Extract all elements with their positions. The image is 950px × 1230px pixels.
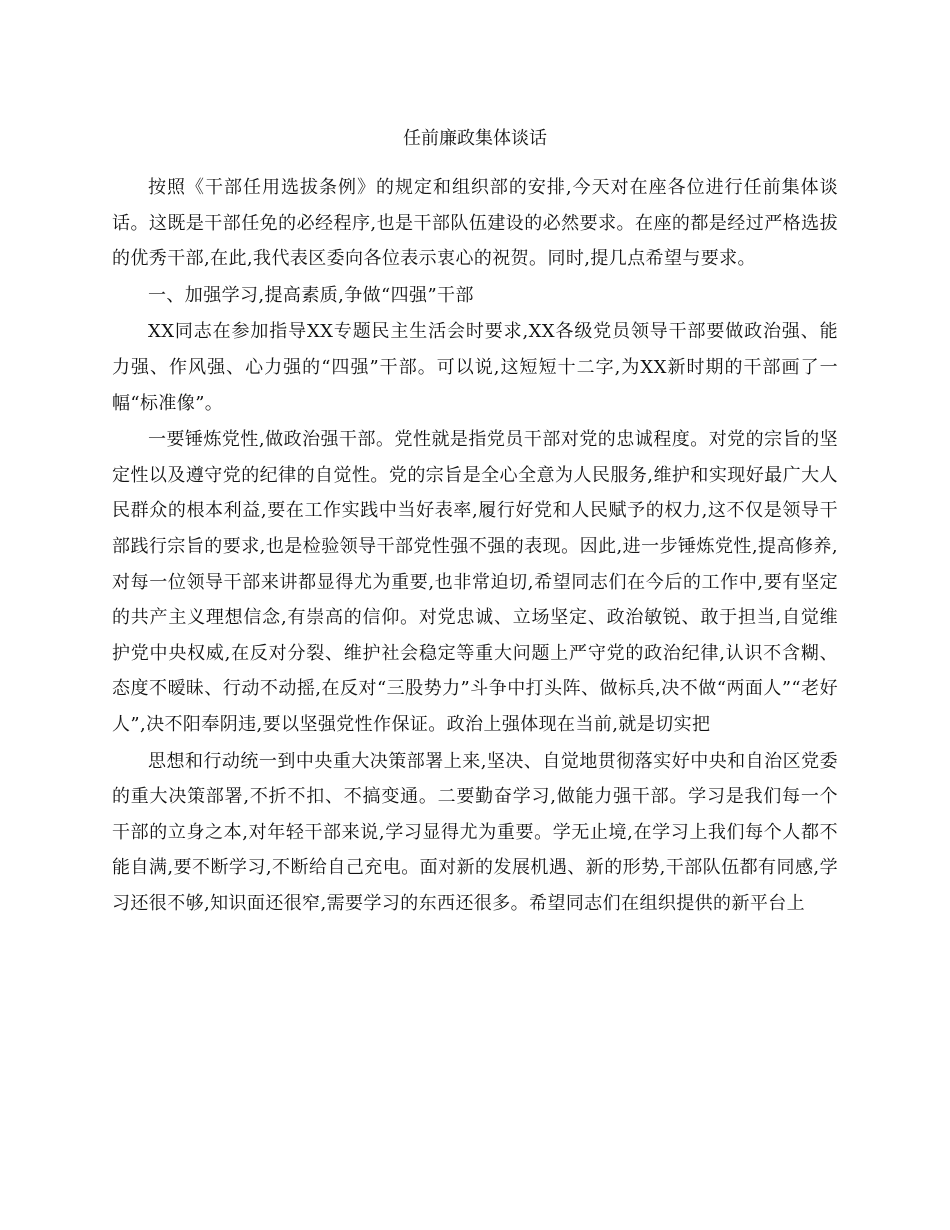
paragraph-intro: 按照《干部任用选拔条例》的规定和组织部的安排,今天对在座各位进行任前集体谈话。这既是干部任免的必经程序,也是干部队伍建设的必然要求。在座的都是经过严格选拔的优秀干部,在此,我代表区委向各位表示衷心的祝贺。同时,提几点希望与要求。 (112, 177, 838, 270)
section-heading-1: 一、加强学习,提高素质,争做“四强”干部 (148, 284, 474, 306)
document-title: 任前廉政集体谈话 (403, 128, 547, 149)
document-body (112, 124, 838, 921)
paragraph-study: 思想和行动统一到中央重大决策部署上来,坚决、自觉地贯彻落实好中央和自治区党委的重大决策部署,不折不扣、不搞变通。二要勤奋学习,做能力强干部。学习是我们每一个干部的立身之本,对年轻干部来说,学习显得尤为重要。学无止境,在学习上我们每个人都不能自满,要不断学习,不断给自己充电。面对新的发展机遇、新的形势,干部队伍都有同感,学习还很不够,知识面还很窄,需要学习的东西还很多。希望同志们在组织提供的新平台上 (112, 750, 838, 914)
paragraph-four-strong: XX同志在参加指导XX专题民主生活会时要求,XX各级党员领导干部要做政治强、能力强、作风强、心力强的“四强”干部。可以说,这短短十二字,为XX新时期的干部画了一幅“标准像”。 (112, 321, 838, 414)
paragraph-party-spirit: 一要锤炼党性,做政治强干部。党性就是指党员干部对党的忠诚程度。对党的宗旨的坚定性以及遵守党的纪律的自觉性。党的宗旨是全心全意为人民服务,维护和实现好最广大人民群众的根本利益,要在工作实践中当好表率,履行好党和人民赋予的权力,这不仅是领导干部践行宗旨的要求,也是检验领导干部党性强不强的表现。因此,进一步锤炼党性,提高修养,对每一位领导干部来讲都显得尤为重要,也非常迫切,希望同志们在今后的工作中,要有坚定的共产主义理想信念,有崇高的信仰。对党忠诚、立场坚定、政治敏锐、敢于担当,自觉维护党中央权威,在反对分裂、维护社会稳定等重大问题上严守党的政治纪律,认识不含糊、态度不暧昧、行动不动摇,在反对“三股势力”斗争中打头阵、做标兵,决不做“两面人”“老好人”,决不阳奉阴违,要以坚强党性作保证。政治上强体现在当前,就是切实把 (112, 429, 838, 735)
